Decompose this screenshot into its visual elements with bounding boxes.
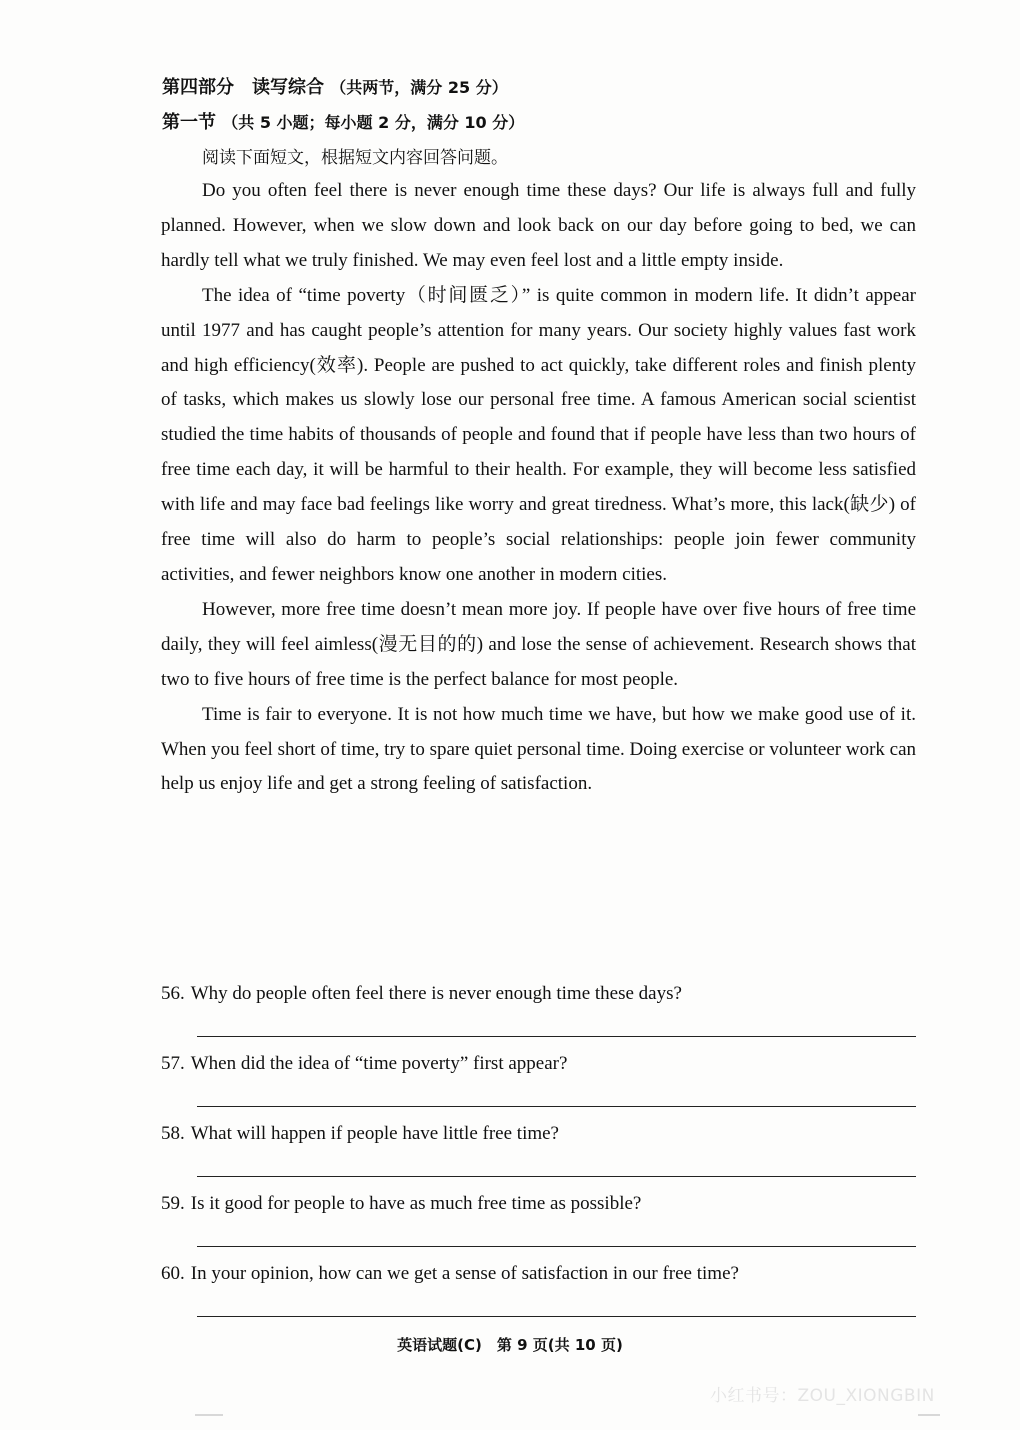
scan-smudge [195,1414,223,1416]
section-heading [162,111,524,135]
reading-passage [161,174,916,802]
passage-paragraph-2: The idea of “time poverty（时间匮乏）” is quite common in modern life. It didn’t appear until 1977 and has caught people’s attention for many years. Our society highly values fast work and high efficiency(效率). People are pushed to act quickly, take different roles and finish plenty of tasks, which makes us slowly lose our personal free time. A famous American social scientist studied the time habits of thousands of people and found that if people have less than two hours of free time each day, it will be harmful to their health. For example, they will become less satisfied with life and may face bad feelings like worry and great tiredness. What’s more, this lack(缺少) of free time will also do harm to people’s social relationships: people join fewer community activities, and fewer neighbors know one another in modern cities. [161,284,916,585]
question-56 [161,977,916,1047]
question-number: 60. [161,1263,185,1284]
answer-line-56[interactable] [197,1036,916,1037]
answer-line-59[interactable] [197,1246,916,1247]
answer-line-58[interactable] [197,1176,916,1177]
answer-line-60[interactable] [197,1316,916,1317]
question-text: When did the idea of “time poverty” first appear? [190,1053,568,1074]
question-59 [161,1187,916,1257]
answer-line-57[interactable] [197,1106,916,1107]
question-text: What will happen if people have little free time? [190,1123,559,1144]
scan-smudge [918,1414,940,1416]
question-list [161,977,916,1327]
question-text: Why do people often feel there is never enough time these days? [190,983,682,1004]
part-scoring: （共两节，满分 25 分） [330,78,508,97]
question-57 [161,1047,916,1117]
question-number: 58. [161,1123,185,1144]
question-60 [161,1257,916,1327]
watermark: 小红书号：ZOU_XIONGBIN [710,1386,935,1406]
passage-paragraph-1: Do you often feel there is never enough time these days? Our life is always full and fully planned. However, when we slow down and look back on our day before going to bed, we can hardly tell what we truly finished. We may even feel lost and a little empty inside. [161,180,916,271]
passage-paragraph-4: Time is fair to everyone. It is not how much time we have, but how we make good use of it. When you feel short of time, try to spare quiet personal time. Doing exercise or volunteer work can help us enjoy life and get a strong feeling of satisfaction. [161,703,917,795]
section-title: 第一节 [162,112,216,133]
question-text: In your opinion, how can we get a sense of satisfaction in our free time? [190,1263,739,1284]
part-title: 第四部分 读写综合 [162,77,324,98]
question-text: Is it good for people to have as much free time as possible? [190,1193,642,1214]
question-number: 56. [161,983,185,1004]
instruction-text: 阅读下面短文，根据短文内容回答问题。 [202,148,508,168]
question-number: 59. [161,1193,185,1214]
section-scoring: （共 5 小题；每小题 2 分，满分 10 分） [222,113,525,132]
page-footer: 英语试题(C) 第 9 页(共 10 页) [397,1336,623,1354]
question-58 [161,1117,916,1187]
part-heading [162,76,508,100]
passage-paragraph-3: However, more free time doesn’t mean more joy. If people have over five hours of free time daily, they will feel aimless(漫无目的的) and lose the sense of achievement. Research shows that two to five hours of free time is the perfect balance for most people. [161,598,916,690]
question-number: 57. [161,1053,185,1074]
